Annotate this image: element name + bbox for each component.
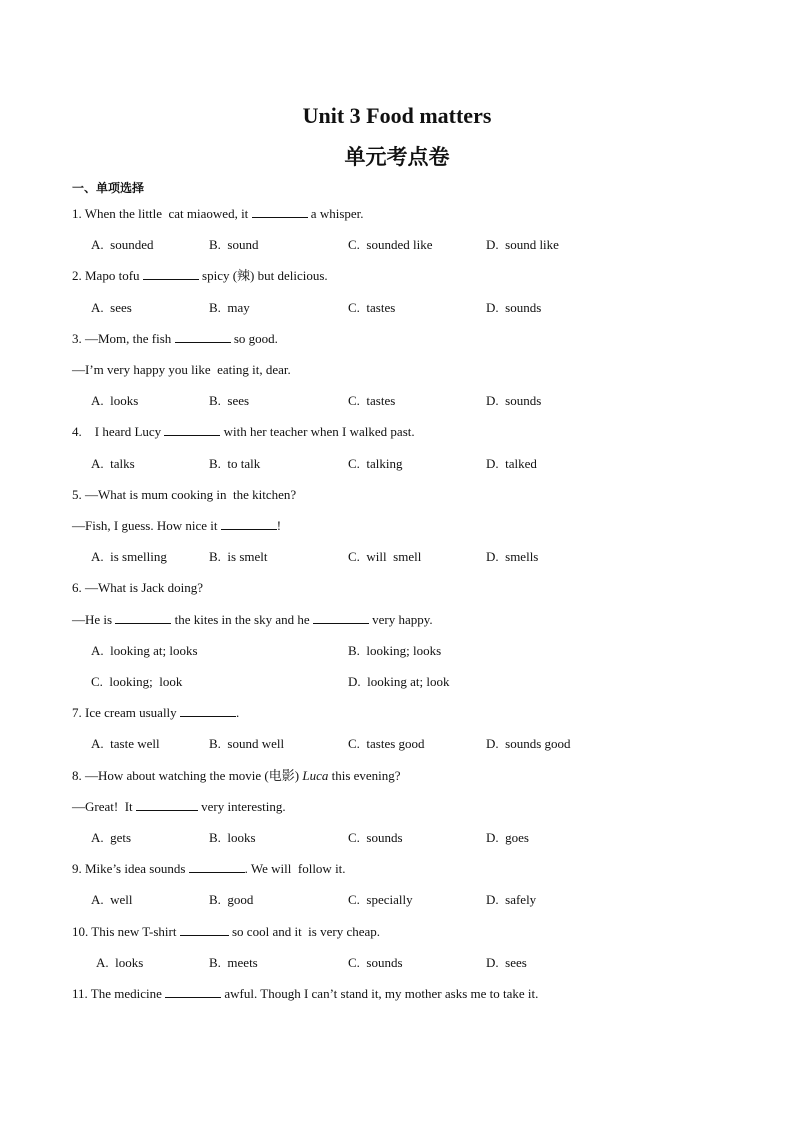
question-10-option-b[interactable]: B. meets <box>209 955 258 970</box>
question-1-stem: 1. When the little cat miaowed, it a whisper. <box>72 206 364 221</box>
answer-blank <box>165 985 221 998</box>
question-7-option-b[interactable]: B. sound well <box>209 736 285 751</box>
question-9-option-b[interactable]: B. good <box>209 892 254 907</box>
question-11-stem: 11. The medicine awful. Though I can’t stand it, my mother asks me to take it. <box>72 986 539 1001</box>
question-4-option-a[interactable]: A. talks <box>91 456 135 471</box>
question-5-stem: 5. —What is mum cooking in the kitchen? <box>72 487 297 502</box>
answer-blank <box>221 517 277 530</box>
question-2-option-b[interactable]: B. may <box>209 300 250 315</box>
question-2-option-a[interactable]: A. sees <box>91 300 132 315</box>
answer-blank <box>115 611 171 624</box>
question-3-option-c[interactable]: C. tastes <box>348 393 396 408</box>
question-4-stem: 4. I heard Lucy with her teacher when I walked past. <box>72 424 415 439</box>
question-1-option-c[interactable]: C. sounded like <box>348 237 433 252</box>
question-3-reply: —I’m very happy you like eating it, dear. <box>72 362 291 377</box>
question-8-option-a[interactable]: A. gets <box>91 830 132 845</box>
question-9-stem: 9. Mike’s idea sounds . We will follow it. <box>72 861 346 876</box>
question-3-option-d[interactable]: D. sounds <box>486 393 542 408</box>
question-10-option-a[interactable]: A. looks <box>96 955 144 970</box>
question-5-reply: —Fish, I guess. How nice it ! <box>72 518 282 533</box>
answer-blank <box>313 611 369 624</box>
question-8-option-b[interactable]: B. looks <box>209 830 256 845</box>
question-5-option-c[interactable]: C. will smell <box>348 549 422 564</box>
question-6-option-d[interactable]: D. looking at; look <box>348 674 450 689</box>
question-3-stem: 3. —Mom, the fish so good. <box>72 331 278 346</box>
question-2-option-d[interactable]: D. sounds <box>486 300 542 315</box>
question-5-option-a[interactable]: A. is smelling <box>91 549 167 564</box>
question-9-option-c[interactable]: C. specially <box>348 892 413 907</box>
question-10-stem: 10. This new T-shirt so cool and it is very cheap. <box>72 924 381 939</box>
question-9-option-a[interactable]: A. well <box>91 892 133 907</box>
question-9-option-d[interactable]: D. safely <box>486 892 537 907</box>
question-6-option-b[interactable]: B. looking; looks <box>348 643 442 658</box>
question-1-option-b[interactable]: B. sound <box>209 237 259 252</box>
question-10-option-d[interactable]: D. sees <box>486 955 527 970</box>
question-7-option-d[interactable]: D. sounds good <box>486 736 571 751</box>
answer-blank <box>164 423 220 436</box>
question-6-option-a[interactable]: A. looking at; looks <box>91 643 198 658</box>
answer-blank <box>180 923 229 936</box>
answer-blank <box>143 267 199 280</box>
question-8-option-d[interactable]: D. goes <box>486 830 529 845</box>
question-2-stem: 2. Mapo tofu spicy (辣) but delicious. <box>72 268 328 283</box>
question-10-option-c[interactable]: C. sounds <box>348 955 403 970</box>
question-6-stem: 6. —What is Jack doing? <box>72 580 204 595</box>
question-3-option-a[interactable]: A. looks <box>91 393 139 408</box>
question-8-stem: 8. —How about watching the movie (电影) Luca this evening? <box>72 768 401 783</box>
movie-title: Luca <box>302 768 329 783</box>
answer-blank <box>136 798 198 811</box>
question-7-option-a[interactable]: A. taste well <box>91 736 160 751</box>
page-subtitle: 单元考点卷 <box>344 145 450 169</box>
question-6-option-c[interactable]: C. looking; look <box>91 674 183 689</box>
page-title: Unit 3 Food matters <box>302 103 492 128</box>
question-5-option-d[interactable]: D. smells <box>486 549 539 564</box>
question-1-option-d[interactable]: D. sound like <box>486 237 559 252</box>
answer-blank <box>189 860 245 873</box>
question-5-option-b[interactable]: B. is smelt <box>209 549 268 564</box>
answer-blank <box>180 704 236 717</box>
question-8-option-c[interactable]: C. sounds <box>348 830 403 845</box>
question-2-option-c[interactable]: C. tastes <box>348 300 396 315</box>
question-4-option-c[interactable]: C. talking <box>348 456 403 471</box>
section-heading: 一、单项选择 <box>72 181 145 195</box>
question-4-option-b[interactable]: B. to talk <box>209 456 261 471</box>
answer-blank <box>252 205 308 218</box>
question-7-stem: 7. Ice cream usually . <box>72 705 240 720</box>
question-1-option-a[interactable]: A. sounded <box>91 237 154 252</box>
question-6-reply: —He is the kites in the sky and he very happy. <box>72 612 433 627</box>
question-8-reply: —Great! It very interesting. <box>72 799 286 814</box>
question-3-option-b[interactable]: B. sees <box>209 393 250 408</box>
question-7-option-c[interactable]: C. tastes good <box>348 736 425 751</box>
answer-blank <box>175 330 231 343</box>
question-4-option-d[interactable]: D. talked <box>486 456 537 471</box>
